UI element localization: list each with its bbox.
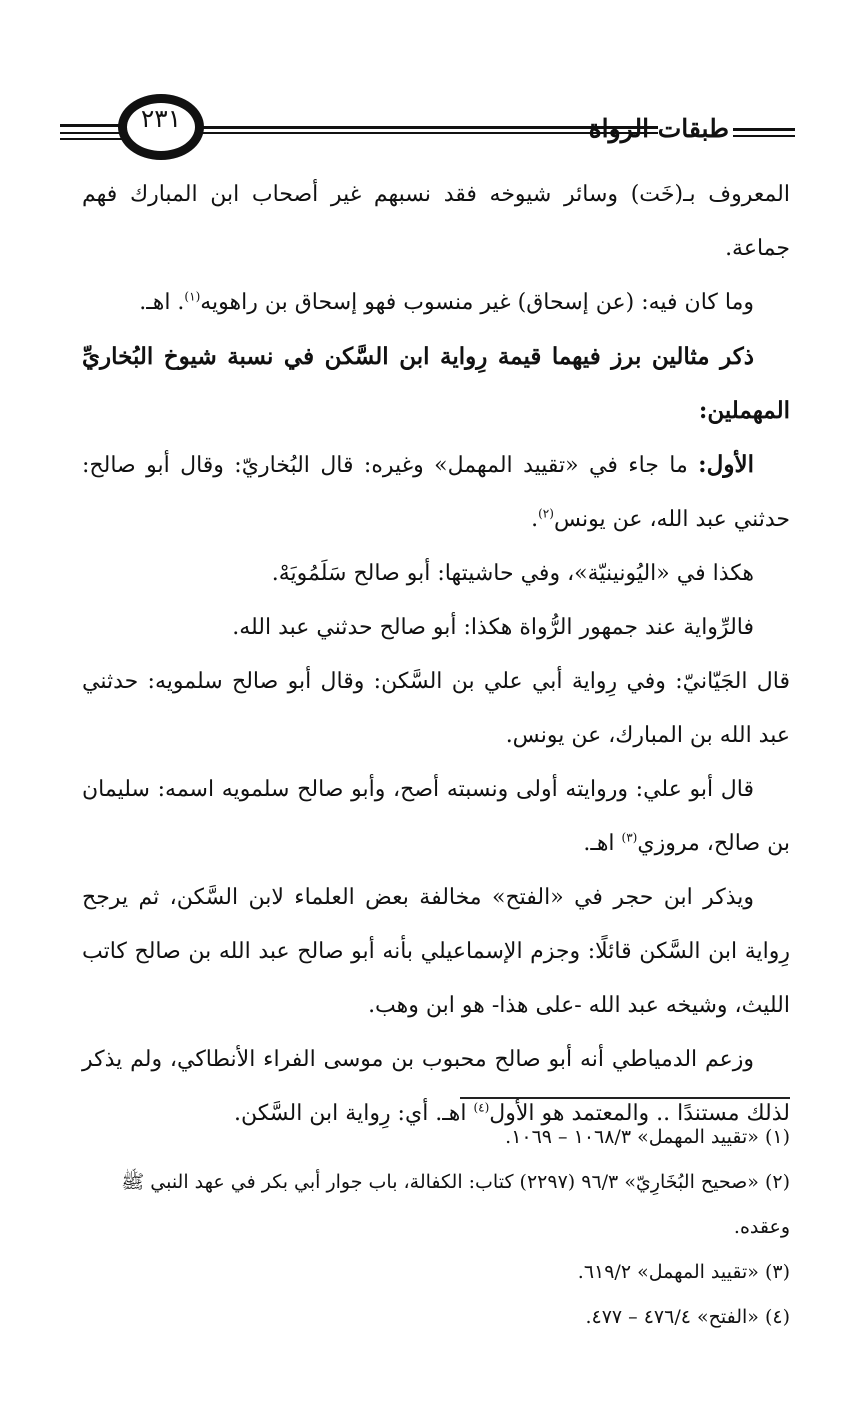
footnote: (٣) «تقييد المهمل» ٦١٩/٢. bbox=[577, 1261, 790, 1283]
footnotes bbox=[82, 1115, 790, 1340]
paragraph-text: . اهـ. bbox=[139, 290, 185, 315]
footnote-marker: (٢) bbox=[538, 506, 554, 521]
running-title: طبقات الرواة bbox=[588, 114, 729, 143]
footnote-marker: (٤) bbox=[473, 1100, 490, 1115]
paragraph-text: قال أبو علي: وروايته أولى ونسبته أصح، وأبو صالح سلمويه اسمه: سليمان بن صالح، مروزي bbox=[82, 777, 790, 856]
footnote: (١) «تقييد المهمل» ١٠٦٨/٣ – ١٠٦٩. bbox=[505, 1126, 790, 1148]
paragraph-text: ما جاء في «تقييد المهمل» وغيره: قال البُخاريّ: وقال أبو صالح: حدثني عبد الله، عن يونس bbox=[82, 453, 790, 532]
header-rule-left-3 bbox=[60, 138, 122, 140]
footnote: (٢) «صحيح البُخَارِيّ» ٩٦/٣ (٢٢٩٧) كتاب: الكفالة، باب جوار أبي بكر في عهد النبي ﷺ وعقده. bbox=[121, 1171, 790, 1238]
header-rule-left bbox=[60, 124, 122, 127]
header-rule-left-2 bbox=[60, 132, 122, 134]
footnote-marker: (٣) bbox=[621, 830, 638, 845]
header-rule-right bbox=[733, 128, 795, 131]
paragraph: فالرِّواية عند جمهور الرُّواة هكذا: أبو صالح حدثني عبد الله. bbox=[232, 615, 754, 640]
header-rule-right-2 bbox=[733, 135, 795, 137]
paragraph: قال الجَيّانيّ: وفي رِواية أبي علي بن السَّكن: وقال أبو صالح سلمويه: حدثني عبد الله بن المبارك، عن يونس. bbox=[82, 669, 790, 748]
paragraph bbox=[82, 438, 790, 547]
footnote-marker: (١) bbox=[184, 289, 201, 304]
main-text bbox=[82, 168, 790, 1141]
paragraph: المعروف بـ(خَت) وسائر شيوخه فقد نسبهم غير أصحاب ابن المبارك فهم جماعة. bbox=[82, 182, 790, 261]
page-number: ٢٣١ bbox=[140, 104, 182, 133]
paragraph bbox=[82, 763, 790, 871]
footnote-separator bbox=[460, 1097, 790, 1099]
paragraph-text: اهـ. bbox=[583, 831, 622, 856]
paragraph: ويذكر ابن حجر في «الفتح» مخالفة بعض العلماء لابن السَّكن، ثم يرجح رِواية ابن السَّكن قائلًا: وجزم الإسماعيلي بأنه أبو صالح عبد الله بن صالح كاتب الليث، وشيخه عبد الله -على هذا- هو ابن وهب. bbox=[82, 885, 790, 1018]
footnote: (٤) «الفتح» ٤٧٦/٤ – ٤٧٧. bbox=[585, 1306, 790, 1328]
paragraph-lead: الأول: bbox=[698, 451, 754, 478]
paragraph: هكذا في «اليُونينيّة»، وفي حاشيتها: أبو صالح سَلَمُويَهْ. bbox=[271, 561, 754, 586]
paragraph-text: وما كان فيه: (عن إسحاق) غير منسوب فهو إسحاق بن راهويه bbox=[200, 290, 754, 315]
paragraph-text: . bbox=[531, 507, 539, 532]
paragraph-text: وزعم الدمياطي أنه أبو صالح محبوب بن موسى الفراء الأنطاكي، ولم يذكر لذلك مستندًا .. والمعتمد هو الأول bbox=[82, 1047, 790, 1126]
paragraph-text: اهـ. أي: رِواية ابن السَّكن. bbox=[233, 1101, 474, 1126]
paragraph bbox=[82, 276, 790, 330]
page-header bbox=[60, 88, 795, 168]
section-heading: ذكر مثالين برز فيهما قيمة رِواية ابن السَّكن في نسبة شيوخ البُخاريِّ المهملين: bbox=[82, 343, 790, 424]
